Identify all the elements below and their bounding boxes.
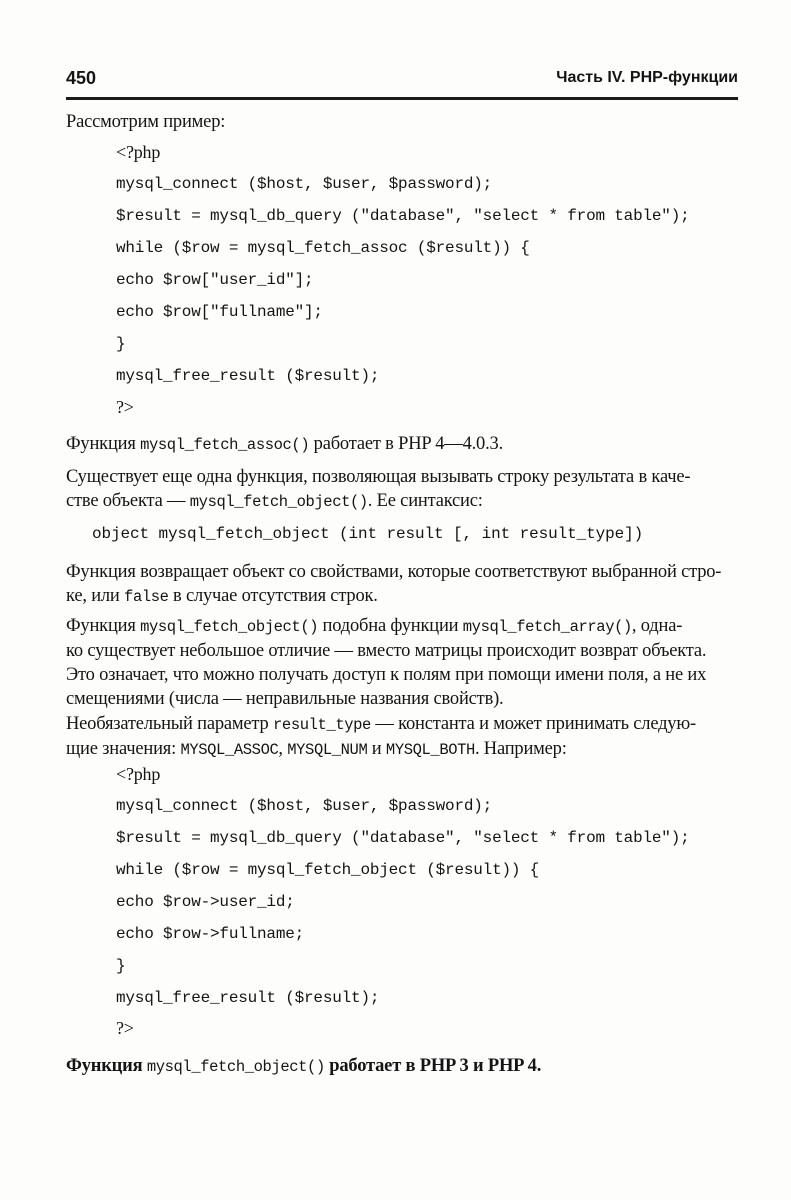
code-line: ?> [116,1018,134,1038]
inline-code: MYSQL_NUM [287,741,368,759]
code-line: $result = mysql_db_query ("database", "select * from table"); [116,207,690,225]
intro-paragraph: Рассмотрим пример: [66,112,226,132]
code-line: } [116,957,126,975]
code-line: echo $row->fullname; [116,925,305,943]
inline-code: mysql_fetch_object() [189,493,368,511]
code-line: echo $row["fullname"]; [116,303,323,321]
fetch-object-intro-paragraph: Существует еще одна функция, позволяющая вызывать строку результата в каче- стве объекта — mysql_fetch_object(). Ее синтаксис: [66,467,691,511]
code-line: mysql_free_result ($result); [116,367,380,385]
running-head: Часть IV. PHP-функции [556,69,738,86]
code-line: mysql_free_result ($result); [116,989,380,1007]
comparison-paragraph: Функция mysql_fetch_object() подобна функции mysql_fetch_array(), одна- ко существует небольшое отличие — вместо матрицы происходит возврат объекта. Это означает, что можно получать доступ к полям при помощи имени поля, а не их смещениями (числа — неправильные названия свойств). [66,616,707,709]
code-line: echo $row->user_id; [116,893,295,911]
code-line: $result = mysql_db_query ("database", "select * from table"); [116,829,690,847]
inline-code: result_type [273,716,371,734]
assoc-version-paragraph: Функция mysql_fetch_assoc() работает в PHP 4—4.0.3. [66,434,503,454]
fetch-object-version-paragraph: Функция mysql_fetch_object() работает в PHP 3 и PHP 4. [66,1056,542,1076]
return-value-paragraph: Функция возвращает объект со свойствами, которые соответствуют выбранной стро- ке, или false в случае отсутствия строк. [66,562,722,606]
code-line: echo $row["user_id"]; [116,271,314,289]
code-line: mysql_connect ($host, $user, $password); [116,175,493,193]
code-line: <?php [116,142,161,162]
inline-code: MYSQL_ASSOC [180,741,279,759]
inline-code: mysql_fetch_assoc() [140,436,310,454]
inline-code: mysql_fetch_object() [140,618,319,636]
header-rule [66,97,738,100]
code-line: while ($row = mysql_fetch_object ($result)) { [116,861,540,879]
code-line: <?php [116,764,161,784]
function-prototype: object mysql_fetch_object (int result [, int result_type]) [92,525,644,543]
inline-code: mysql_fetch_object() [146,1058,325,1076]
inline-code: mysql_fetch_array() [462,618,632,636]
code-line: mysql_connect ($host, $user, $password); [116,797,493,815]
page-number: 450 [66,68,97,88]
code-line: ?> [116,397,134,417]
inline-code: false [124,588,169,606]
code-line: while ($row = mysql_fetch_assoc ($result)) { [116,239,530,257]
result-type-paragraph: Необязательный параметр result_type — константа и может принимать следую- щие значения: MYSQL_ASSOC, MYSQL_NUM и MYSQL_BOTH. Например: [66,714,696,759]
page-header [66,68,738,94]
inline-code: MYSQL_BOTH [385,741,475,759]
code-line: } [116,335,126,353]
